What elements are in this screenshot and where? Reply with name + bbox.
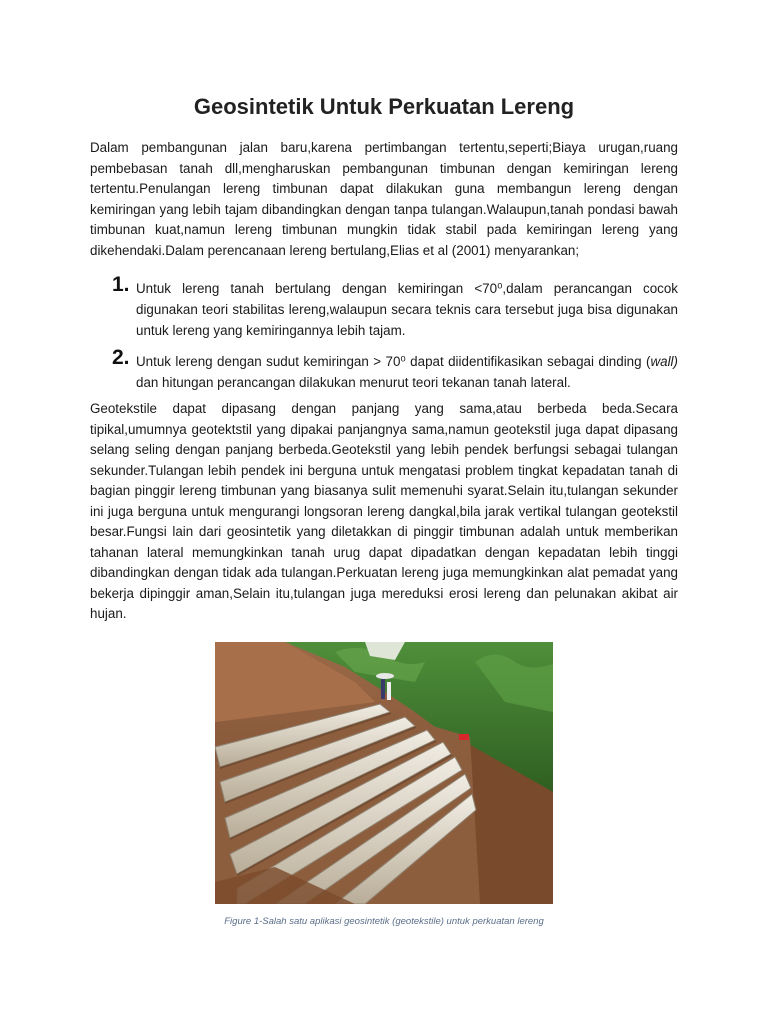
- document-title: Geosintetik Untuk Perkuatan Lereng: [193, 94, 575, 119]
- list-item-text: Untuk lereng tanah bertulang dengan kemiringan <70⁰,dalam perancangan cocok digunakan teori stabilitas lereng,walaupun secara teknis cara tersebut juga bisa digunakan untuk lereng yang kemiringannya lebih tajam.: [136, 281, 678, 338]
- list-item: [90, 346, 678, 393]
- list-item-italic: wall): [650, 354, 678, 369]
- list-item-text: Untuk lereng dengan sudut kemiringan > 70⁰ dapat diidentifikasikan sebagai dinding (: [136, 354, 651, 369]
- figure-photo: [215, 642, 553, 904]
- paragraph-geotextile: Geotekstile dapat dipasang dengan panjang yang sama,atau berbeda beda.Secara tipikal,umumnya geotektstil yang dipakai panjangnya sama,namun geotekstil juga dapat dipasang selang seling dengan panjang berbeda.Geotekstil yang lebih pendek berfungsi sebagai tulangan sekunder.Tulangan lebih pendek ini berguna untuk mengatasi problem tingkat kepadatan tanah di bagian pinggir lereng timbunan yang biasanya sulit memenuhi syarat.Selain itu,tulangan sekunder ini juga berguna untuk mengurangi longsoran lereng dangkal,bila jarak vertikal tulangan geotekstil besar.Fungsi lain dari geosintetik yang diletakkan di pinggir timbunan adalah untuk memberikan tahanan lateral memungkinkan tanah urug dapat dipadatkan dengan kepadatan lebih tinggi dibandingkan dengan tidak ada tulangan.Perkuatan lereng juga memungkinkan alat pemadat yang bekerja dipinggir aman,Selain itu,tulangan juga mereduksi erosi lereng dan pelunakan akibat air hujan.: [90, 401, 678, 621]
- list-item: [90, 273, 678, 341]
- paragraph-intro: Dalam pembangunan jalan baru,karena pertimbangan tertentu,seperti;Biaya urugan,ruang pembebasan tanah dll,mengharuskan pembangunan timbunan dengan kemiringan lereng tertentu.Penulangan lereng timbunan dapat dilakukan guna membangun lereng dengan kemiringan yang lebih tajam dibandingkan dengan tanpa tulangan.Walaupun,tanah pondasi bawah timbunan kuat,namun lereng timbunan mungkin tidak stabil pada kemiringan lereng yang dikehendaki.Dalam perencanaan lereng bertulang,Elias et al (2001) menyarankan;: [90, 140, 678, 258]
- list-number: 1.: [112, 273, 130, 296]
- figure-caption: Figure 1-Salah satu aplikasi geosintetik (geotekstile) untuk perkuatan lereng: [224, 916, 544, 927]
- list-item-text-end: dan hitungan perancangan dilakukan menurut teori tekanan tanah lateral.: [136, 375, 571, 390]
- slope-reinforcement-photo: [215, 642, 553, 904]
- list-number: 2.: [112, 346, 130, 369]
- numbered-list: [90, 273, 678, 393]
